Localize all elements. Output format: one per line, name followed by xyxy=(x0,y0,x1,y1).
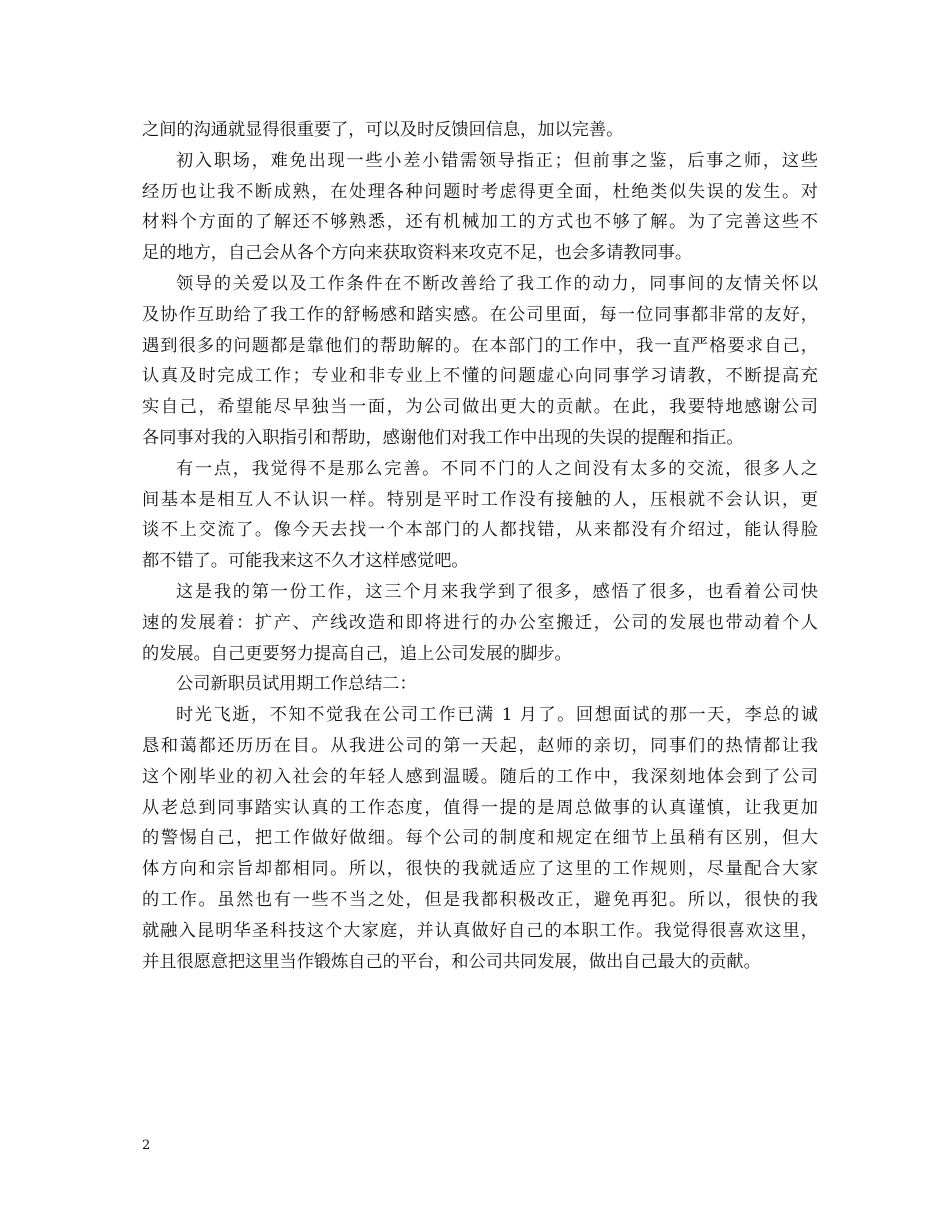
text-line: 的工作。虽然也有一些不当之处，但是我都积极改正，避免再犯。所以，很快的我 xyxy=(142,889,818,910)
text-line: 的发展。自己更要努力提高自己，追上公司发展的脚步。 xyxy=(142,643,572,664)
text-line: 的警惕自己，把工作做好做细。每个公司的制度和规定在细节上虽稍有区别，但大 xyxy=(142,828,818,849)
text-line: 这是我的第一份工作，这三个月来我学到了很多，感悟了很多，也看着公司快 xyxy=(176,581,818,602)
paragraph xyxy=(142,700,818,977)
text-line: 体方向和宗旨却都相同。所以，很快的我就适应了这里的工作规则，尽量配合大家 xyxy=(142,859,818,880)
text-line: 速的发展着：扩产、产线改造和即将进行的办公室搬迁，公司的发展也带动着个人 xyxy=(142,612,818,633)
text-line: 之间的沟通就显得很重要了，可以及时反馈回信息，加以完善。 xyxy=(142,120,624,140)
paragraph xyxy=(142,669,818,700)
text-line: 有一点，我觉得不是那么完善。不同不门的人之间没有太多的交流，很多人之 xyxy=(176,458,818,479)
text-line: 谈不上交流了。像今天去找一个本部门的人都找错，从来都没有介绍过，能认得脸 xyxy=(142,520,818,541)
text-line: 及协作互助给了我工作的舒畅感和踏实感。在公司里面，每一位同事都非常的友好， xyxy=(142,304,818,325)
paragraph xyxy=(142,115,818,146)
paragraph xyxy=(142,577,818,669)
text-line: 间基本是相互人不认识一样。特别是平时工作没有接触的人，压根就不会认识，更 xyxy=(142,489,818,510)
text-line: 并且很愿意把这里当作锻炼自己的平台，和公司共同发展，做出自己最大的贡献。 xyxy=(142,951,761,972)
text-line: 时光飞逝，不知不觉我在公司工作已满 1 月了。回想面试的那一天，李总的诚 xyxy=(176,705,818,726)
text-line: 恳和蔼都还历历在目。从我进公司的第一天起，赵师的亲切，同事们的热情都让我 xyxy=(142,735,818,756)
text-line: 这个刚毕业的初入社会的年轻人感到温暖。随后的工作中，我深刻地体会到了公司 xyxy=(142,766,818,787)
text-line: 经历也让我不断成熟，在处理各种问题时考虑得更全面，杜绝类似失误的发生。对 xyxy=(142,181,818,202)
page-number: 2 xyxy=(142,1138,151,1153)
text-line: 实自己，希望能尽早独当一面，为公司做出更大的贡献。在此，我要特地感谢公司 xyxy=(142,397,818,418)
text-line: 材料个方面的了解还不够熟悉，还有机械加工的方式也不够了解。为了完善这些不 xyxy=(142,212,818,233)
text-line: 遇到很多的问题都是靠他们的帮助解的。在本部门的工作中，我一直严格要求自己， xyxy=(142,335,818,356)
paragraph xyxy=(142,454,818,577)
text-line: 初入职场，难免出现一些小差小错需领导指正；但前事之鉴，后事之师，这些 xyxy=(176,150,818,171)
text-line: 领导的关爱以及工作条件在不断改善给了我工作的动力，同事间的友情关怀以 xyxy=(176,273,818,294)
text-line: 就融入昆明华圣科技这个大家庭，并认真做好自己的本职工作。我觉得很喜欢这里， xyxy=(142,920,818,941)
text-line: 从老总到同事踏实认真的工作态度，值得一提的是周总做事的认真谨慎，让我更加 xyxy=(142,797,818,818)
paragraph xyxy=(142,269,818,454)
text-line: 都不错了。可能我来这不久才这样感觉吧。 xyxy=(142,551,469,572)
text-line: 各同事对我的入职指引和帮助，感谢他们对我工作中出现的失误的提醒和指正。 xyxy=(142,427,744,448)
text-line: 公司新职员试用期工作总结二： xyxy=(176,674,417,695)
paragraph xyxy=(142,146,818,269)
text-line: 足的地方，自己会从各个方向来获取资料来攻克不足，也会多请教同事。 xyxy=(142,243,693,264)
document-body xyxy=(142,115,818,977)
text-line: 认真及时完成工作；专业和非专业上不懂的问题虚心向同事学习请教，不断提高充 xyxy=(142,366,818,387)
